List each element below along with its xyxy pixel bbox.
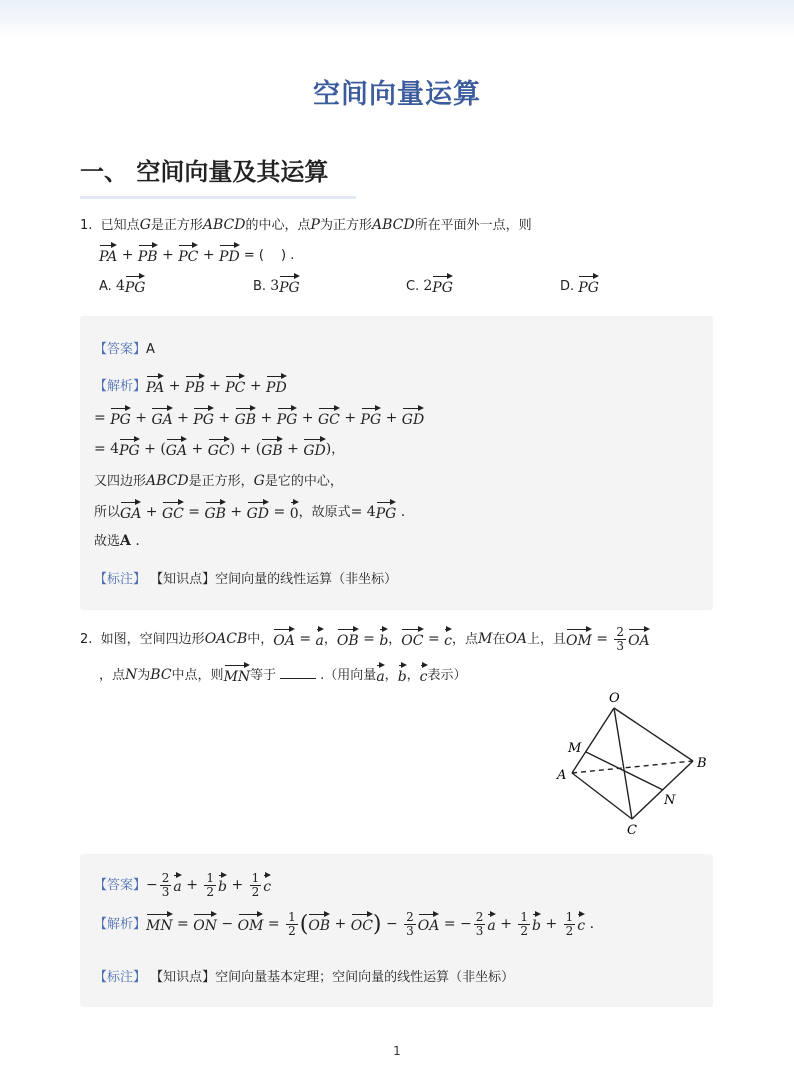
page-title: 空间向量运算 bbox=[313, 79, 481, 110]
q1-analysis-line-1: 【解析】PA + PB + PC + PD bbox=[94, 374, 287, 395]
question-1-number: 1. bbox=[80, 218, 93, 233]
section-heading-text: 一、 空间向量及其运算 bbox=[80, 158, 329, 186]
option-d[interactable]: D. PG bbox=[560, 274, 599, 295]
question-2-solution-box bbox=[80, 854, 713, 1007]
question-2-stem-line-1: 2. 如图，空间四边形OACB中，OA = a，OB = b，OC = c，点M在OA上，且OM = $\frac{2}{3}$ OA bbox=[80, 625, 650, 654]
tetrahedron-figure bbox=[548, 688, 718, 838]
segment-mn bbox=[586, 752, 663, 790]
q1-analysis-line-5: 所以GA + GC = GB + GD = 0，故原式= 4PG . bbox=[94, 500, 405, 521]
label-o: O bbox=[609, 691, 620, 706]
q1-analysis-line-6: 故选A . bbox=[94, 533, 140, 549]
answer-blank[interactable] bbox=[280, 666, 316, 679]
q1-answer: A bbox=[146, 342, 155, 357]
label-m: M bbox=[568, 741, 582, 756]
question-1-solution-box bbox=[80, 316, 713, 610]
edge-ab-hidden bbox=[572, 761, 693, 773]
label-c: C bbox=[627, 823, 637, 838]
edge-oc bbox=[614, 708, 632, 819]
option-b[interactable]: B. 3PG bbox=[253, 274, 300, 295]
question-1-expression: PA + PB + PC + PD = ( ) . bbox=[99, 243, 294, 264]
q2-analysis-line: 【解析】MN = ON − OM = $\frac{1}{2}$ (OB + OC) − $\frac{2}{3}$ OA = − $\frac{2}{3}$ a + $\frac{1}{2}$ b + $\frac{1}{2}$ c . bbox=[94, 910, 595, 939]
question-2-number: 2. bbox=[80, 632, 93, 648]
question-2-stem-line-2: ，点N为BC中点，则MN等于 .（用向量a，b，c表示） bbox=[99, 663, 467, 684]
edge-ac bbox=[572, 773, 632, 819]
section-heading bbox=[80, 152, 356, 199]
option-c[interactable]: C. 2PG bbox=[406, 274, 453, 295]
q1-analysis-line-4: 又四边形ABCD是正方形，G是它的中心， bbox=[94, 473, 343, 489]
q1-answer-line: 【答案】A bbox=[94, 342, 155, 357]
label-b: B bbox=[697, 756, 707, 771]
option-a[interactable]: A. 4PG bbox=[99, 274, 145, 295]
question-1-stem: 1. 已知点G是正方形ABCD的中心，点P为正方形ABCD所在平面外一点，则 bbox=[80, 217, 532, 233]
page-number: 1 bbox=[393, 1044, 401, 1058]
q1-note-line: 【标注】 【知识点】空间向量的线性运算（非坐标） bbox=[94, 572, 398, 587]
q2-answer-line: 【答案】− $\frac{2}{3}$ a + $\frac{1}{2}$ b + $\frac{1}{2}$ c bbox=[94, 871, 272, 900]
q1-analysis-line-3: = 4PG + (GA + GC) + (GB + GD)， bbox=[94, 437, 344, 458]
q1-analysis-line-2: = PG + GA + PG + GB + PG + GC + PG + GD bbox=[94, 406, 424, 427]
edge-ob bbox=[614, 708, 693, 761]
label-a: A bbox=[557, 768, 567, 783]
q2-note-line: 【标注】 【知识点】空间向量基本定理；空间向量的线性运算（非坐标） bbox=[94, 970, 515, 985]
label-n: N bbox=[664, 793, 676, 808]
header-band bbox=[0, 0, 794, 38]
